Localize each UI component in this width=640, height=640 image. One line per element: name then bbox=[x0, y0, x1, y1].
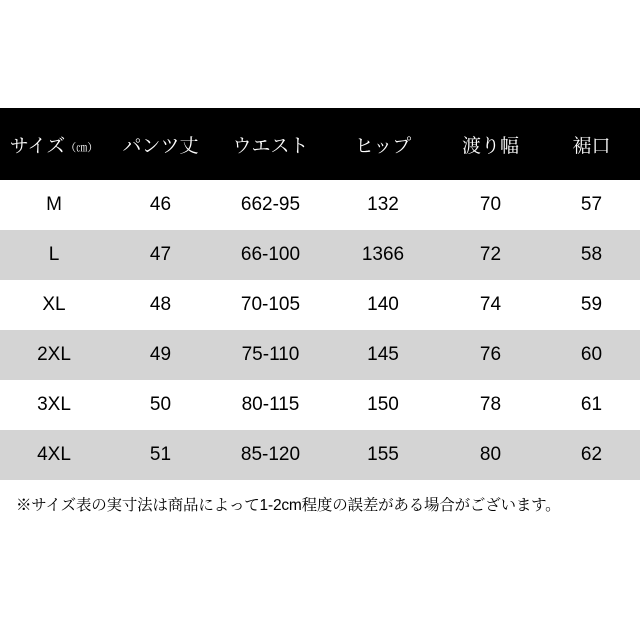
cell-waist: 85-120 bbox=[240, 444, 301, 465]
column-header-hip: ヒップ bbox=[354, 135, 412, 157]
cell-size: 4XL bbox=[37, 444, 71, 465]
cell-pants-length: 49 bbox=[149, 344, 172, 365]
cell-size: M bbox=[46, 194, 62, 215]
table-row bbox=[0, 230, 640, 280]
table-header bbox=[0, 108, 640, 180]
cell-hem-opening: 62 bbox=[580, 444, 603, 465]
cell-waist: 80-115 bbox=[241, 394, 300, 415]
cell-pants-length: 48 bbox=[149, 294, 172, 315]
column-header-thigh-width: 渡り幅 bbox=[461, 135, 519, 157]
cell-hip: 155 bbox=[367, 444, 399, 465]
cell-hip: 150 bbox=[367, 394, 399, 415]
cell-hem-opening: 57 bbox=[580, 194, 603, 215]
cell-hem-opening: 61 bbox=[580, 394, 603, 415]
cell-size: XL bbox=[42, 294, 66, 315]
cell-pants-length: 51 bbox=[149, 444, 172, 465]
table-row bbox=[0, 380, 640, 430]
cell-thigh-width: 72 bbox=[479, 244, 502, 265]
cell-pants-length: 50 bbox=[149, 394, 172, 415]
table-row bbox=[0, 280, 640, 330]
cell-hip: 1366 bbox=[361, 244, 405, 265]
column-header-size-unit: （㎝） bbox=[65, 141, 99, 154]
size-table-container bbox=[0, 108, 640, 480]
cell-waist: 66-100 bbox=[240, 244, 301, 265]
size-chart-note: ※サイズ表の実寸法は商品によって1-2cm程度の誤差がある場合がございます。 bbox=[16, 497, 561, 514]
cell-thigh-width: 74 bbox=[479, 294, 502, 315]
cell-waist: 662-95 bbox=[240, 194, 301, 215]
cell-waist: 75-110 bbox=[241, 344, 300, 365]
cell-hem-opening: 58 bbox=[580, 244, 603, 265]
cell-waist: 70-105 bbox=[240, 294, 301, 315]
column-header-pants-length: パンツ丈 bbox=[122, 135, 199, 157]
cell-pants-length: 47 bbox=[149, 244, 172, 265]
table-body bbox=[0, 180, 640, 480]
size-table bbox=[0, 108, 640, 480]
cell-size: 3XL bbox=[37, 394, 71, 415]
cell-hem-opening: 59 bbox=[580, 294, 603, 315]
column-header-hem-opening: 裾口 bbox=[572, 135, 611, 157]
cell-thigh-width: 76 bbox=[479, 344, 502, 365]
cell-hip: 132 bbox=[367, 194, 399, 215]
cell-size: 2XL bbox=[37, 344, 71, 365]
cell-hip: 145 bbox=[367, 344, 399, 365]
table-header-row bbox=[0, 108, 640, 180]
cell-hem-opening: 60 bbox=[580, 344, 603, 365]
table-row bbox=[0, 330, 640, 380]
cell-size: L bbox=[48, 244, 60, 265]
column-header-size bbox=[0, 108, 108, 180]
column-header-size-label: サイズ bbox=[9, 135, 66, 157]
cell-hip: 140 bbox=[367, 294, 399, 315]
table-row bbox=[0, 180, 640, 230]
cell-thigh-width: 80 bbox=[479, 444, 502, 465]
column-header-waist: ウエスト bbox=[232, 135, 309, 157]
cell-thigh-width: 78 bbox=[479, 394, 502, 415]
cell-pants-length: 46 bbox=[149, 194, 172, 215]
cell-thigh-width: 70 bbox=[479, 194, 502, 215]
table-row bbox=[0, 430, 640, 480]
